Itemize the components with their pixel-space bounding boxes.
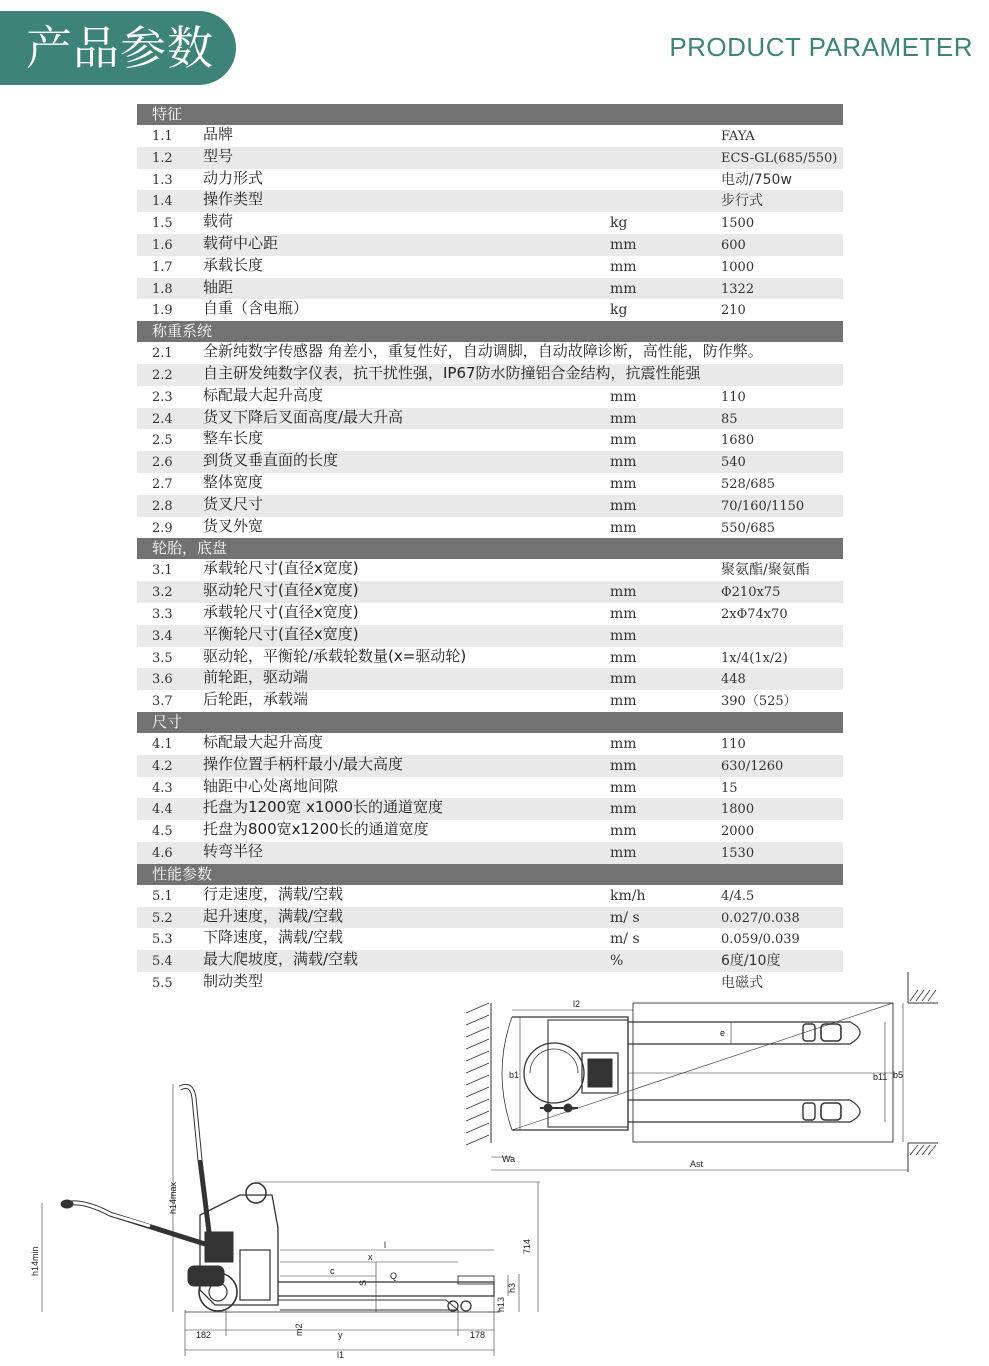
row-number: 5.3 — [152, 932, 173, 948]
row-value: 步行式 — [721, 193, 763, 210]
label-b5: b5 — [893, 1070, 904, 1080]
row-value: 6度/10度 — [721, 953, 781, 970]
row-name: 行走速度，满载/空载 — [203, 884, 344, 903]
row-unit: mm — [610, 258, 637, 275]
row-value: 1800 — [721, 802, 755, 818]
row-unit: m/ s — [610, 931, 640, 948]
row-number: 2.8 — [152, 498, 173, 514]
row-unit: mm — [610, 844, 637, 861]
row-name: 驱动轮尺寸(直径x宽度) — [203, 581, 359, 600]
spec-row — [137, 907, 843, 929]
row-name: 前轮距，驱动端 — [203, 668, 309, 687]
row-name: 动力形式 — [203, 168, 264, 187]
spec-row — [137, 386, 843, 408]
row-number: 4.2 — [152, 758, 173, 774]
spec-table — [137, 104, 843, 994]
row-name: 托盘为1200宽 x1000长的通道宽度 — [203, 798, 443, 817]
row-value: 0.027/0.038 — [721, 910, 800, 926]
row-number: 2.2 — [152, 367, 173, 383]
label-h14min: h14min — [30, 1246, 40, 1276]
row-number: 3.1 — [152, 563, 173, 579]
row-number: 2.9 — [152, 520, 173, 536]
row-number: 2.4 — [152, 411, 173, 427]
row-value: 550/685 — [721, 520, 776, 536]
row-name: 后轮距，承载端 — [203, 690, 309, 709]
row-name: 自主研发纯数字仪表，抗干扰性强，IP67防水防撞铝合金结构，抗震性能强 — [203, 363, 701, 382]
row-unit: mm — [610, 823, 637, 840]
label-m2: m2 — [294, 1323, 304, 1336]
row-name: 到货叉垂直面的长度 — [203, 451, 339, 470]
row-name: 轴距 — [203, 277, 234, 296]
spec-row — [137, 603, 843, 625]
row-name: 轴距中心处离地间隙 — [203, 776, 339, 795]
row-value: 528/685 — [721, 476, 776, 492]
row-number: 2.3 — [152, 389, 173, 405]
spec-row — [137, 364, 843, 386]
row-value: 600 — [721, 237, 746, 253]
row-name: 货叉下降后叉面高度/最大升高 — [203, 407, 404, 426]
label-714: 714 — [522, 1238, 532, 1254]
spec-row — [137, 429, 843, 451]
row-unit: kg — [610, 215, 628, 232]
row-name: 托盘为800宽x1200长的通道宽度 — [203, 820, 429, 839]
row-unit: mm — [610, 693, 637, 710]
page-title-cn: 产品参数 — [26, 21, 214, 75]
spec-row — [137, 928, 843, 950]
row-number: 2.5 — [152, 433, 173, 449]
row-name: 承载轮尺寸(直径x宽度) — [203, 559, 359, 578]
row-unit: mm — [610, 671, 637, 688]
row-number: 4.1 — [152, 736, 173, 752]
spec-row — [137, 495, 843, 517]
row-name: 转弯半径 — [203, 841, 264, 860]
row-name: 操作位置手柄杆最小/最大高度 — [203, 754, 404, 773]
row-number: 3.5 — [152, 650, 173, 666]
row-number: 4.5 — [152, 824, 173, 840]
label-h14max: h14max — [168, 1181, 178, 1214]
row-number: 1.7 — [152, 259, 173, 275]
row-value: 210 — [721, 303, 746, 319]
row-unit: mm — [610, 801, 637, 818]
row-unit: km/h — [610, 887, 646, 904]
row-name: 承载轮尺寸(直径x宽度) — [203, 602, 359, 621]
row-number: 1.4 — [152, 194, 173, 210]
row-number: 1.2 — [152, 150, 173, 166]
spec-row — [137, 559, 843, 581]
row-number: 1.9 — [152, 303, 173, 319]
row-unit: mm — [610, 497, 637, 514]
row-name: 制动类型 — [203, 971, 264, 990]
row-value: 110 — [721, 389, 746, 405]
row-number: 3.2 — [152, 585, 173, 601]
spec-row — [137, 147, 843, 169]
row-number: 4.3 — [152, 780, 173, 796]
row-name: 货叉尺寸 — [203, 494, 264, 513]
row-value: 110 — [721, 736, 746, 752]
title-badge — [0, 11, 236, 85]
row-number: 3.4 — [152, 628, 173, 644]
spec-row — [137, 234, 843, 256]
spec-row — [137, 473, 843, 495]
row-unit: mm — [610, 649, 637, 666]
label-q: Q — [390, 1271, 398, 1281]
spec-row — [137, 777, 843, 799]
spec-row — [137, 690, 843, 712]
row-value: 540 — [721, 455, 746, 471]
spec-row — [137, 733, 843, 755]
row-number: 3.3 — [152, 606, 173, 622]
row-name: 载荷中心距 — [203, 233, 279, 252]
row-name: 下降速度，满载/空载 — [203, 928, 344, 947]
row-value: 0.059/0.039 — [721, 932, 800, 948]
row-value: 1500 — [721, 216, 755, 232]
section-header: 称重系统 — [137, 321, 843, 342]
spec-row — [137, 256, 843, 278]
label-l1: l1 — [337, 1350, 345, 1360]
row-value: 630/1260 — [721, 758, 784, 774]
row-value: 448 — [721, 672, 746, 688]
row-name: 型号 — [203, 146, 234, 165]
spec-row — [137, 950, 843, 972]
row-value: 390（525） — [721, 694, 797, 710]
row-value: 85 — [721, 411, 738, 427]
row-number: 1.1 — [152, 129, 173, 144]
row-name: 整车长度 — [203, 429, 264, 448]
spec-row — [137, 755, 843, 777]
row-unit: mm — [610, 475, 637, 492]
row-name: 全新纯数字传感器 角差小，重复性好，自动调脚，自动故障诊断，高性能，防作弊。 — [203, 342, 763, 361]
label-l: l — [384, 1240, 386, 1250]
top-view-labels — [502, 999, 903, 1169]
spec-row — [137, 842, 843, 864]
row-name: 操作类型 — [203, 190, 264, 209]
row-unit: kg — [610, 302, 628, 319]
label-h13: h13 — [496, 1296, 506, 1312]
row-unit: mm — [610, 410, 637, 427]
row-name: 载荷 — [203, 212, 234, 231]
row-value: 1x/4(1x/2) — [721, 650, 788, 666]
row-value: 1680 — [721, 433, 755, 449]
label-b1: b1 — [509, 1070, 520, 1080]
row-name: 最大爬坡度，满载/空载 — [203, 950, 359, 969]
spec-row — [137, 581, 843, 603]
row-value: FAYA — [721, 129, 755, 144]
section-header: 尺寸 — [137, 712, 843, 733]
label-l2: l2 — [573, 999, 581, 1009]
label-s: S — [358, 1279, 368, 1286]
spec-row — [137, 625, 843, 647]
row-value: 2xΦ74x70 — [721, 606, 788, 622]
row-unit: m/ s — [610, 909, 640, 926]
label-182: 182 — [196, 1330, 212, 1340]
spec-row — [137, 299, 843, 321]
label-b11: b11 — [873, 1072, 888, 1082]
spec-row — [137, 190, 843, 212]
row-unit: mm — [610, 627, 637, 644]
label-178: 178 — [470, 1330, 486, 1340]
row-unit: mm — [610, 280, 637, 297]
spec-row — [137, 212, 843, 234]
row-number: 5.2 — [152, 910, 173, 926]
spec-row — [137, 972, 843, 994]
row-value: 电动/750w — [721, 171, 792, 188]
row-unit: mm — [610, 584, 637, 601]
section-header: 性能参数 — [137, 864, 843, 885]
row-number: 2.7 — [152, 476, 173, 492]
row-number: 1.5 — [152, 216, 173, 232]
row-name: 品牌 — [203, 125, 234, 143]
spec-row — [137, 798, 843, 820]
row-value: ECS-GL(685/550) — [721, 150, 838, 166]
row-name: 标配最大起升高度 — [203, 732, 324, 751]
label-e: e — [720, 1028, 726, 1038]
row-value: 4/4.5 — [721, 888, 755, 904]
label-wa: Wa — [502, 1154, 516, 1164]
row-unit: % — [610, 953, 624, 970]
row-name: 平衡轮尺寸(直径x宽度) — [203, 624, 359, 643]
spec-row — [137, 408, 843, 430]
row-number: 1.3 — [152, 172, 173, 188]
spec-row — [137, 517, 843, 539]
section-header: 特征 — [137, 104, 843, 125]
spec-row — [137, 342, 843, 364]
row-value: 电磁式 — [721, 974, 763, 991]
row-value: 1322 — [721, 281, 755, 297]
row-unit: mm — [610, 388, 637, 405]
row-unit: mm — [610, 236, 637, 253]
row-number: 3.7 — [152, 694, 173, 710]
spec-row — [137, 668, 843, 690]
section-header: 轮胎，底盘 — [137, 538, 843, 559]
spec-row — [137, 885, 843, 907]
spec-row — [137, 125, 843, 147]
row-number: 1.6 — [152, 237, 173, 253]
row-number: 2.1 — [152, 346, 173, 362]
row-value: 1530 — [721, 845, 755, 861]
row-unit: mm — [610, 432, 637, 449]
row-unit: mm — [610, 519, 637, 536]
label-y: y — [338, 1330, 343, 1340]
row-number: 2.6 — [152, 455, 173, 471]
row-name: 驱动轮，平衡轮/承载轮数量(x=驱动轮) — [203, 646, 467, 665]
row-number: 3.6 — [152, 672, 173, 688]
row-name: 整体宽度 — [203, 472, 264, 491]
row-unit: mm — [610, 757, 637, 774]
row-name: 货叉外宽 — [203, 516, 264, 535]
spec-row — [137, 820, 843, 842]
row-number: 5.5 — [152, 975, 173, 991]
row-name: 起升速度，满载/空载 — [203, 906, 344, 925]
row-name: 自重（含电瓶） — [203, 299, 309, 318]
spec-row — [137, 647, 843, 669]
spec-row — [137, 451, 843, 473]
row-name: 标配最大起升高度 — [203, 385, 324, 404]
label-h3: h3 — [507, 1282, 517, 1293]
side-view-labels — [30, 1181, 532, 1360]
row-number: 4.4 — [152, 802, 173, 818]
label-x: x — [368, 1252, 373, 1262]
row-number: 5.4 — [152, 954, 173, 970]
row-number: 4.6 — [152, 845, 173, 861]
spec-row — [137, 278, 843, 300]
row-unit: mm — [610, 454, 637, 471]
row-value: 聚氨酯/聚氨酯 — [721, 562, 810, 579]
label-c: c — [330, 1266, 335, 1276]
side-view — [42, 1084, 540, 1356]
row-value: 70/160/1150 — [721, 498, 805, 514]
page-title-en: PRODUCT PARAMETER — [669, 32, 973, 62]
row-unit: mm — [610, 735, 637, 752]
row-value: Φ210x75 — [721, 585, 781, 601]
top-view — [466, 972, 938, 1172]
row-unit: mm — [610, 779, 637, 796]
row-number: 5.1 — [152, 888, 173, 904]
row-name: 承载长度 — [203, 255, 264, 274]
row-unit: mm — [610, 605, 637, 622]
row-number: 1.8 — [152, 281, 173, 297]
row-value: 1000 — [721, 259, 755, 275]
row-value: 15 — [721, 780, 738, 796]
spec-row — [137, 169, 843, 191]
label-ast: Ast — [690, 1159, 704, 1169]
row-value: 2000 — [721, 824, 755, 840]
